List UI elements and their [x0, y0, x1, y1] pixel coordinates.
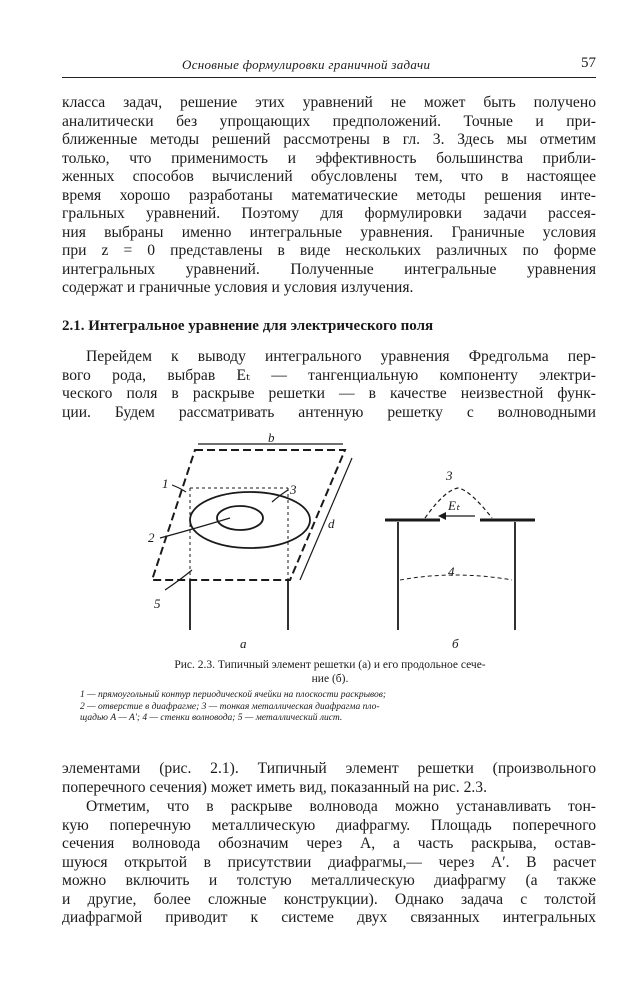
text-line: Отметим, что в раскрыве волновода можно устанавливать тон- — [86, 798, 596, 815]
figure-legend — [80, 690, 580, 725]
figure-caption — [80, 658, 580, 686]
text-line: ции. Будем рассматривать антенную решетку с волноводными — [62, 403, 596, 421]
cell-contour — [152, 450, 345, 580]
label-4: 4 — [448, 564, 455, 579]
text-line: Перейдем к выводу интегрального уравнения Фредгольма пер- — [86, 348, 596, 365]
leader-3 — [272, 490, 288, 502]
text-line: гральных уравнений. Поэтому для формулировки задачи рассея- — [62, 205, 596, 222]
text-line: аналитически без упрощающих предположений. Точные и при- — [62, 112, 596, 130]
text-line: можно включить и толстую металлическую диафрагму (а также — [62, 872, 596, 889]
text-line: сечения волновода обозначим через A, а часть раскрыва, остав- — [62, 835, 596, 852]
text-line: интегральных уравнений. Полученные интегральные уравнения — [62, 260, 596, 278]
page-number: 57 — [581, 55, 596, 71]
text-line: женных способов вычислений обусловлены тем, что в настоящее — [62, 168, 596, 185]
caption-line: Рис. 2.3. Типичный элемент решетки (а) и его продольное сече- — [174, 659, 486, 671]
label-d: d — [328, 516, 335, 531]
text-line: ческого поля в раскрыве решетки — в качестве неизвестной функ- — [62, 385, 596, 402]
text-line: и другие, более сложные конструкции). Однако задача с толстой — [62, 890, 596, 908]
label-3: 3 — [290, 482, 297, 497]
legend-line: щадью A — A′; 4 — стенки волновода; 5 — металлический лист. — [80, 713, 343, 723]
text-line: шуюся открытой в присутствии диафрагмы,— через A′. В расчет — [62, 853, 596, 871]
label-3b: 3 — [446, 468, 453, 483]
caption-line: ние (б). — [311, 673, 349, 685]
label-5: 5 — [154, 596, 161, 611]
legend-line: 1 — прямоугольный контур периодической ячейки на плоскости раскрывов; — [80, 690, 387, 700]
paragraph-3 — [62, 760, 596, 797]
text-line: время хорошо разработаны математические методы решения инте- — [62, 186, 596, 204]
text-line: диафрагмой приводит к системе двух связанных интегральных — [62, 909, 596, 926]
subfigure-a-label: а — [240, 636, 247, 650]
text-line: ния выбраны именно интегральные уравнения. Граничные условия — [62, 223, 596, 241]
label-2: 2 — [148, 530, 155, 545]
leader-2 — [160, 518, 230, 538]
section-heading: 2.1. Интегральное уравнение для электрического поля — [62, 318, 434, 334]
legend-line: 2 — отверстие в диафрагме; 3 — тонкая металлическая диафрагма пло- — [80, 701, 380, 712]
label-Et: Eₜ — [448, 498, 460, 513]
label-1: 1 — [162, 476, 169, 491]
text-line: кую поперечную металлическую диафрагму. Площадь поперечного — [62, 816, 596, 834]
paragraph-4 — [62, 798, 596, 928]
figure-2-3 — [140, 430, 560, 650]
running-header — [62, 55, 596, 78]
label-b: b — [268, 430, 275, 445]
paragraph-2 — [62, 348, 596, 422]
text-line: при z = 0 представлены в виде нескольких различных по форме — [62, 242, 596, 259]
text-line: ближенные методы решений рассмотрены в гл. 3. Здесь мы отметим — [62, 131, 596, 148]
subfigure-b-label: б — [452, 636, 459, 650]
text-line: элементами (рис. 2.1). Типичный элемент решетки (произвольного — [62, 760, 596, 777]
dimension-d-line — [300, 458, 352, 580]
aperture-hole — [217, 506, 263, 530]
text-line: только, что применимость и эффективность большинства прибли- — [62, 149, 596, 167]
text-line: вого рода, выбрав Eₜ — тангенциальную компоненту электри- — [62, 366, 596, 384]
paragraph-1 — [62, 94, 596, 298]
leader-4 — [400, 575, 512, 580]
text-line: содержат и граничные условия и условия излучения. — [62, 279, 414, 296]
diaphragm-outline — [190, 492, 310, 548]
text-line: класса задач, решение этих уравнений не может быть получено — [62, 94, 596, 111]
text-line: поперечного сечения) может иметь вид, показанный на рис. 2.3. — [62, 778, 487, 796]
running-title: Основные формулировки граничной задачи — [182, 57, 431, 72]
